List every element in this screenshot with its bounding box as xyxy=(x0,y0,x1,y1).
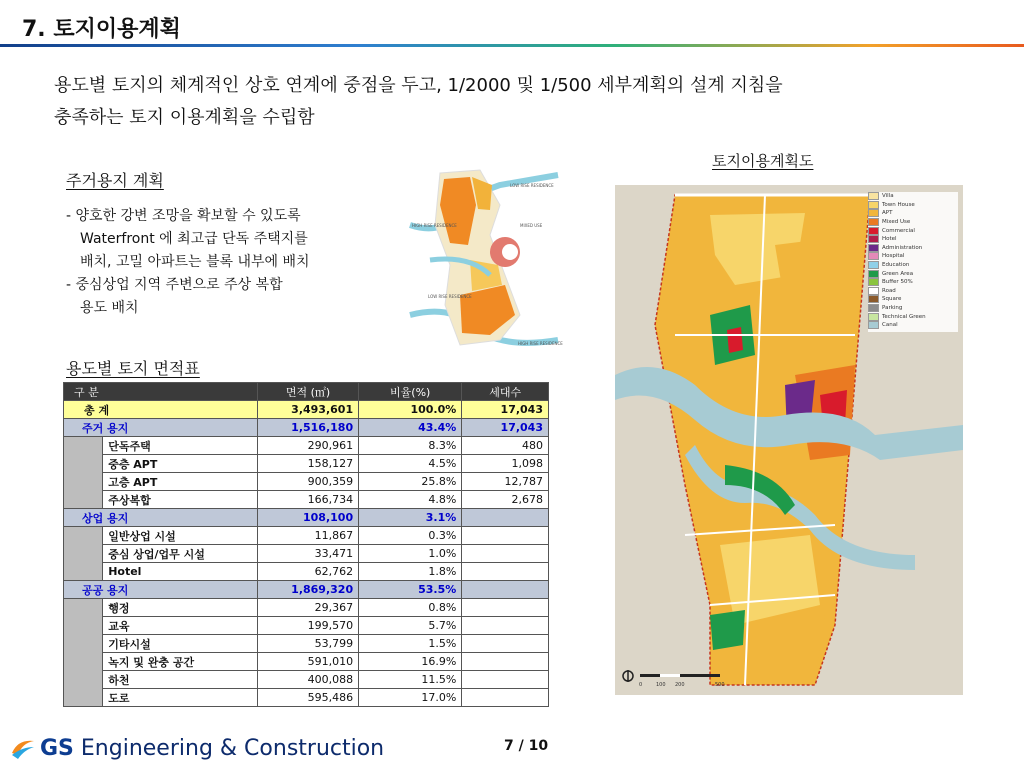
legend-item xyxy=(868,304,958,313)
legend-label: Villa xyxy=(882,193,894,200)
legend-label: Hospital xyxy=(882,253,905,260)
table-cell: 0.8% xyxy=(359,599,462,617)
table-cell: 11,867 xyxy=(257,527,358,545)
residential-bullets xyxy=(66,205,376,320)
table-cell xyxy=(462,689,549,707)
legend-label: Town House xyxy=(882,201,915,208)
table-cell: 166,734 xyxy=(257,491,358,509)
table-cell: 녹지 및 완충 공간 xyxy=(103,653,258,671)
legend-swatch xyxy=(868,270,879,278)
legend-swatch xyxy=(868,321,879,329)
legend-swatch xyxy=(868,313,879,321)
table-cell: 43.4% xyxy=(359,419,462,437)
legend-label: Green Area xyxy=(882,270,914,277)
table-cell: 중층 APT xyxy=(103,455,258,473)
table-cell: 100.0% xyxy=(359,401,462,419)
table-row xyxy=(64,635,549,653)
bullet-line: - 양호한 강변 조망을 확보할 수 있도록 xyxy=(66,208,301,224)
table-cell: 1.5% xyxy=(359,635,462,653)
legend-swatch xyxy=(868,244,879,252)
bullet-line: 용도 배치 xyxy=(80,300,139,316)
table-row xyxy=(64,599,549,617)
table-cell: 17.0% xyxy=(359,689,462,707)
table-row xyxy=(64,455,549,473)
table-cell: 2,678 xyxy=(462,491,549,509)
intro-line-2: 충족하는 토지 이용계획을 수립함 xyxy=(54,107,315,128)
table-cell: 5.7% xyxy=(359,617,462,635)
intro-line-1: 용도별 토지의 체계적인 상호 연계에 중점을 두고, 1/2000 및 1/500 세부계획의 설계 지침을 xyxy=(54,75,783,96)
area-table-body xyxy=(64,401,549,707)
table-cell: 900,359 xyxy=(257,473,358,491)
table-cell: 595,486 xyxy=(257,689,358,707)
table-cell: 1,869,320 xyxy=(257,581,358,599)
legend-swatch xyxy=(868,201,879,209)
land-use-legend xyxy=(868,192,958,332)
legend-item xyxy=(868,235,958,244)
scale-label: 0 xyxy=(639,682,643,688)
legend-swatch xyxy=(868,295,879,303)
table-cell xyxy=(462,617,549,635)
residential-heading: 주거용지 계획 xyxy=(66,171,164,190)
legend-item xyxy=(868,321,958,330)
legend-swatch xyxy=(868,261,879,269)
table-cell: 주상복합 xyxy=(103,491,258,509)
legend-swatch xyxy=(868,252,879,260)
table-cell: 8.3% xyxy=(359,437,462,455)
table-cell: 고층 APT xyxy=(103,473,258,491)
area-table-heading: 용도별 토지 면적표 xyxy=(66,359,200,378)
legend-label: Square xyxy=(882,296,902,303)
legend-label: Road xyxy=(882,287,896,294)
table-cell: 199,570 xyxy=(257,617,358,635)
legend-item xyxy=(868,252,958,261)
legend-item xyxy=(868,312,958,321)
table-row xyxy=(64,581,549,599)
legend-label: Parking xyxy=(882,305,903,312)
table-cell: 총 계 xyxy=(64,401,258,419)
table-cell: 25.8% xyxy=(359,473,462,491)
col-header: 면적 (㎡) xyxy=(257,383,358,401)
table-cell: 480 xyxy=(462,437,549,455)
bullet-line: Waterfront 에 최고급 단독 주택지를 xyxy=(80,231,308,247)
table-cell xyxy=(462,509,549,527)
concept-label: HIGH RISE RESIDENCE xyxy=(412,223,457,228)
gs-swoosh-icon xyxy=(8,733,38,763)
legend-item xyxy=(868,209,958,218)
table-cell: 591,010 xyxy=(257,653,358,671)
table-row xyxy=(64,401,549,419)
table-cell: 4.8% xyxy=(359,491,462,509)
legend-item xyxy=(868,261,958,270)
table-cell xyxy=(462,635,549,653)
title-divider xyxy=(0,44,1024,47)
scale-label: 500 xyxy=(715,682,725,688)
legend-label: Technical Green xyxy=(882,313,926,320)
table-row xyxy=(64,671,549,689)
legend-label: Administration xyxy=(882,244,923,251)
table-cell xyxy=(64,527,103,581)
table-cell xyxy=(64,437,103,509)
table-row xyxy=(64,419,549,437)
area-table xyxy=(63,382,549,707)
table-cell: Hotel xyxy=(103,563,258,581)
concept-label: LOW RISE RESIDENCE xyxy=(510,183,554,188)
col-header: 세대수 xyxy=(462,383,549,401)
legend-item xyxy=(868,295,958,304)
table-cell: 158,127 xyxy=(257,455,358,473)
scale-bar xyxy=(620,666,730,690)
concept-label: HIGH RISE RESIDENCE xyxy=(518,341,563,346)
table-cell: 일반상업 시설 xyxy=(103,527,258,545)
col-header: 비율(%) xyxy=(359,383,462,401)
legend-item xyxy=(868,278,958,287)
table-row xyxy=(64,509,549,527)
table-cell: 1.8% xyxy=(359,563,462,581)
table-cell: 16.9% xyxy=(359,653,462,671)
table-cell: 0.3% xyxy=(359,527,462,545)
col-header: 구 분 xyxy=(64,383,258,401)
table-cell: 하천 xyxy=(103,671,258,689)
table-cell: 29,367 xyxy=(257,599,358,617)
table-cell xyxy=(462,581,549,599)
legend-label: Hotel xyxy=(882,236,897,243)
slide-title: 7. 토지이용계획 xyxy=(22,17,181,42)
table-cell: 53.5% xyxy=(359,581,462,599)
table-cell: 행정 xyxy=(103,599,258,617)
table-cell: 교육 xyxy=(103,617,258,635)
table-cell: 53,799 xyxy=(257,635,358,653)
table-cell: 400,088 xyxy=(257,671,358,689)
legend-swatch xyxy=(868,218,879,226)
table-cell xyxy=(462,545,549,563)
legend-item xyxy=(868,218,958,227)
legend-label: Education xyxy=(882,262,910,269)
bullet-line: - 중심상업 지역 주변으로 주상 복합 xyxy=(66,277,283,293)
table-cell: 기타시설 xyxy=(103,635,258,653)
logo-gs: GS xyxy=(40,735,74,761)
legend-list xyxy=(868,192,958,330)
table-row xyxy=(64,689,549,707)
scale-label: 100 xyxy=(656,682,666,688)
logo-text: Engineering & Construction xyxy=(80,735,385,761)
legend-swatch xyxy=(868,235,879,243)
table-cell: 주거 용지 xyxy=(64,419,258,437)
legend-swatch xyxy=(868,209,879,217)
table-cell: 3,493,601 xyxy=(257,401,358,419)
table-cell xyxy=(462,527,549,545)
table-row xyxy=(64,563,549,581)
legend-swatch xyxy=(868,287,879,295)
table-cell: 62,762 xyxy=(257,563,358,581)
concept-label: LOW RISE RESIDENCE xyxy=(428,294,472,299)
table-cell: 17,043 xyxy=(462,419,549,437)
table-cell: 1,516,180 xyxy=(257,419,358,437)
table-cell: 1.0% xyxy=(359,545,462,563)
legend-swatch xyxy=(868,192,879,200)
table-row xyxy=(64,437,549,455)
intro-text xyxy=(54,70,974,134)
table-cell: 290,961 xyxy=(257,437,358,455)
table-header-row xyxy=(64,383,549,401)
table-cell xyxy=(462,599,549,617)
table-row xyxy=(64,473,549,491)
scale-label: 200 xyxy=(675,682,685,688)
table-cell: 17,043 xyxy=(462,401,549,419)
legend-label: Commercial xyxy=(882,227,915,234)
legend-item xyxy=(868,244,958,253)
legend-swatch xyxy=(868,227,879,235)
legend-label: Mixed Use xyxy=(882,219,911,226)
company-logo xyxy=(8,733,384,763)
table-row xyxy=(64,653,549,671)
legend-item xyxy=(868,287,958,296)
legend-label: APT xyxy=(882,210,893,217)
table-row xyxy=(64,545,549,563)
land-map-heading: 토지이용계획도 xyxy=(712,152,814,170)
legend-swatch xyxy=(868,278,879,286)
legend-label: Buffer 50% xyxy=(882,279,913,286)
table-cell: 12,787 xyxy=(462,473,549,491)
table-cell: 도로 xyxy=(103,689,258,707)
table-cell: 공공 용지 xyxy=(64,581,258,599)
legend-item xyxy=(868,192,958,201)
legend-swatch xyxy=(868,304,879,312)
legend-item xyxy=(868,226,958,235)
table-cell xyxy=(64,599,103,707)
bullet-line: 배치, 고밀 아파트는 블록 내부에 배치 xyxy=(80,254,310,270)
table-cell xyxy=(462,563,549,581)
concept-diagram xyxy=(410,165,563,357)
page-number: 7 / 10 xyxy=(504,738,549,754)
legend-item xyxy=(868,269,958,278)
table-cell: 4.5% xyxy=(359,455,462,473)
table-cell: 1,098 xyxy=(462,455,549,473)
legend-label: Canal xyxy=(882,322,898,329)
table-row xyxy=(64,527,549,545)
table-cell: 단독주택 xyxy=(103,437,258,455)
table-cell: 108,100 xyxy=(257,509,358,527)
table-cell xyxy=(462,671,549,689)
table-cell: 33,471 xyxy=(257,545,358,563)
table-cell: 11.5% xyxy=(359,671,462,689)
table-cell: 상업 용지 xyxy=(64,509,258,527)
concept-label: MIXED USE xyxy=(520,223,543,228)
table-row xyxy=(64,617,549,635)
legend-item xyxy=(868,201,958,210)
table-row xyxy=(64,491,549,509)
table-cell: 중심 상업/업무 시설 xyxy=(103,545,258,563)
table-cell xyxy=(462,653,549,671)
table-cell: 3.1% xyxy=(359,509,462,527)
